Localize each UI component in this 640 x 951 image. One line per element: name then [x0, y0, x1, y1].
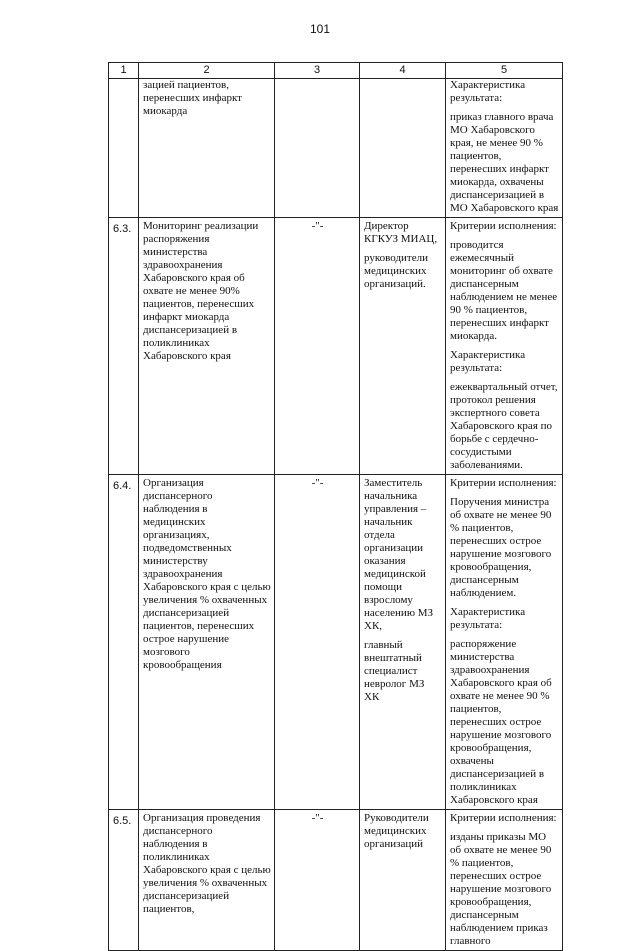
result-text: Характеристика результата: [450, 349, 526, 374]
result-cell [446, 79, 563, 218]
column-header: 5 [446, 63, 563, 79]
result-text: Поручения министра об охвате не менее 90 % пациентов, перенесших острое нарушение мозгового кровообращения, диспансерным наблюдением. [450, 496, 552, 599]
table-row [109, 475, 563, 810]
result-cell [446, 218, 563, 475]
action-cell [139, 79, 275, 218]
result-text: проводится ежемесячный мониторинг об охвате диспансерным наблюдением не менее 90 % пациентов, перенесших инфаркт миокарда. [450, 239, 558, 342]
column-header: 2 [139, 63, 275, 79]
responsible-text: Заместитель начальника управления – начальник отдела организации оказания медицинской помощи взрослому населению МЗ ХК, [364, 477, 434, 632]
result-cell [446, 810, 563, 951]
column-header: 3 [275, 63, 360, 79]
result-text: Критерии исполнения: [450, 812, 557, 824]
term-cell: -"- [275, 218, 360, 475]
result-text: Характеристика результата: [450, 606, 526, 631]
action-text: зацией пациентов, перенесших инфаркт миокарда [143, 79, 242, 117]
action-text: Организация диспансерного наблюдения в медицинских организациях, подведомственных министерству здравоохранения Хабаровского края с целью увеличения % охваченных диспансеризацией пациентов, перенесших острое нарушение мозгового кровообращения [143, 477, 271, 671]
action-cell [139, 218, 275, 475]
table-row [109, 79, 563, 218]
column-header: 4 [360, 63, 446, 79]
result-text: ежеквартальный отчет, протокол решения экспертного совета Хабаровского края по борьбе с сердечно-сосудистыми заболеваниями. [450, 381, 558, 471]
term-cell: -"- [275, 475, 360, 810]
action-text: Мониторинг реализации распоряжения министерства здравоохранения Хабаровского края об охвате не менее 90% пациентов, перенесших инфаркт миокарда диспансеризацией в поликлиниках Хабаровского края [143, 220, 259, 362]
page-number: 101 [309, 22, 331, 36]
item-number: 6.4. [109, 475, 139, 810]
term-cell: -"- [275, 810, 360, 951]
column-number-row [109, 63, 563, 79]
action-cell [139, 475, 275, 810]
responsible-text: Директор КГКУЗ МИАЦ, [364, 220, 438, 245]
responsible-text: руководители медицинских организаций. [364, 252, 428, 290]
responsible-text: главный внештатный специалист невролог МЗ ХК [364, 639, 425, 703]
responsible-cell [360, 810, 446, 951]
measures-table [108, 62, 563, 951]
action-cell [139, 810, 275, 951]
item-number: 6.5. [109, 810, 139, 951]
result-text: Критерии исполнения: [450, 220, 557, 232]
table-row [109, 218, 563, 475]
responsible-cell [360, 79, 446, 218]
item-number: 6.3. [109, 218, 139, 475]
action-text: Организация проведения диспансерного наблюдения в поликлиниках Хабаровского края с целью увеличения % охваченных диспансеризацией пациентов, [143, 812, 271, 915]
result-text: Критерии исполнения: [450, 477, 557, 489]
responsible-cell [360, 218, 446, 475]
result-text: изданы приказы МО об охвате не менее 90 % пациентов, перенесших острое нарушение мозгового кровообращения, диспансерным наблюдением приказ главного [450, 831, 552, 947]
item-number [109, 79, 139, 218]
responsible-cell [360, 475, 446, 810]
result-text: приказ главного врача МО Хабаровского края, не менее 90 % пациентов, перенесших инфаркт миокарда, охвачены диспансеризацией в МО Хабаровского края [450, 111, 559, 214]
result-text: распоряжение министерства здравоохранения Хабаровского края об охвате не менее 90 % пациентов, перенесших острое нарушение мозгового кровообращения, охвачены диспансеризацией в поликлиниках Хабаровского края [450, 638, 552, 806]
result-text: Характеристика результата: [450, 79, 526, 104]
column-header: 1 [109, 63, 139, 79]
term-cell [275, 79, 360, 218]
table-row [109, 810, 563, 951]
result-cell [446, 475, 563, 810]
responsible-text: Руководители медицинских организаций [364, 812, 429, 850]
